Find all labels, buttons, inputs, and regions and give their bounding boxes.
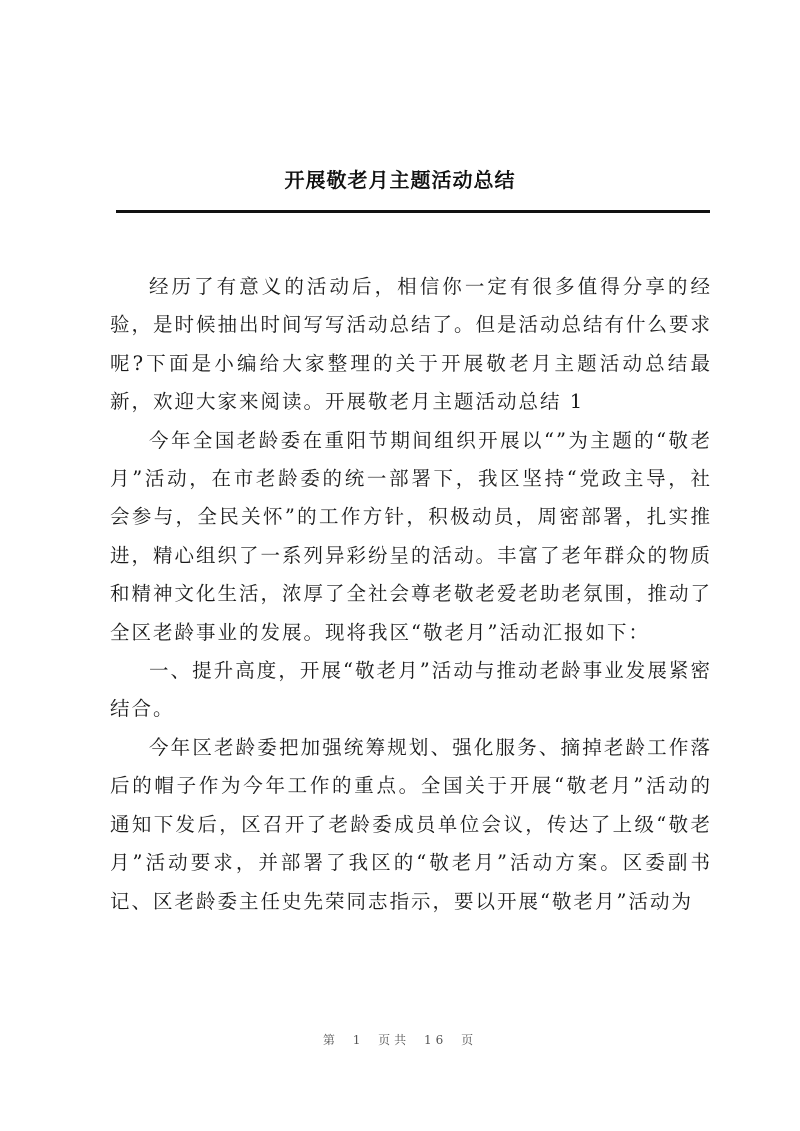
paragraph-details: 今年区老龄委把加强统筹规划、强化服务、摘掉老龄工作落后的帽子作为今年工作的重点。全国关于开展“敬老月”活动的通知下发后，区召开了老龄委成员单位会议，传达了上级“敬老月”活动要求，并部署了我区的“敬老月”活动方案。区委副书记、区老龄委主任史先荣同志指示，要以开展“敬老月”活动为 — [110, 735, 712, 913]
page-footer — [0, 1031, 800, 1049]
title-divider — [116, 210, 710, 213]
paragraph-intro: 经历了有意义的活动后，相信你一定有很多值得分享的经验，是时候抽出时间写写活动总结了。但是活动总结有什么要求呢?下面是小编给大家整理的关于开展敬老月主题活动总结最新，欢迎大家来阅读。开展敬老月主题活动总结 1 — [110, 275, 713, 414]
footer-page-prefix: 第 — [322, 1033, 339, 1047]
paragraph-overview: 今年全国老龄委在重阳节期间组织开展以“”为主题的“敬老月”活动，在市老龄委的统一部署下，我区坚持“党政主导，社会参与，全民关怀”的工作方针，积极动员，周密部署，扎实推进，精心组织了一系列异彩纷呈的活动。丰富了老年群众的物质和精神文化生活，浓厚了全社会尊老敬老爱老助老氛围，推动了全区老龄事业的发展。现将我区“敬老月”活动汇报如下： — [110, 428, 713, 644]
footer-page-middle: 页共 — [378, 1033, 411, 1047]
paragraph-section-heading: 一、提升高度，开展“敬老月”活动与推动老龄事业发展紧密结合。 — [110, 659, 712, 721]
document-body — [110, 268, 712, 921]
footer-page-number: 1 — [352, 1033, 365, 1047]
footer-page-total: 16 — [424, 1033, 448, 1047]
footer-page-suffix: 页 — [461, 1033, 478, 1047]
document-title: 开展敬老月主题活动总结 — [284, 168, 516, 192]
